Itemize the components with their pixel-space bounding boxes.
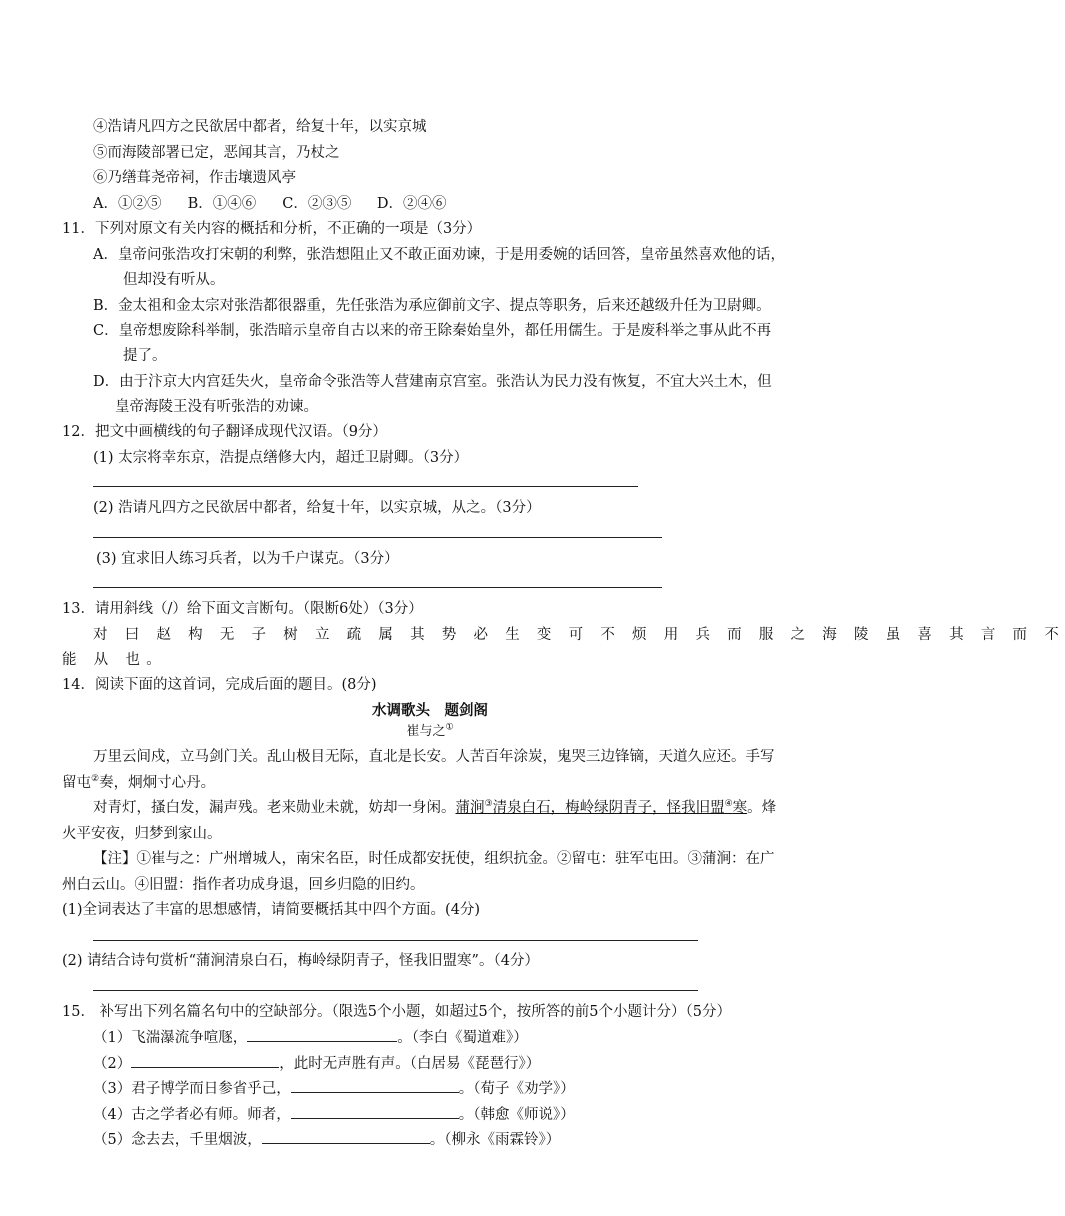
q15-text: （2） [93, 1056, 132, 1072]
poem-author-name: 崔与之 [406, 724, 446, 739]
q10-item-5: ⑤而海陵部署已定，恶闻其言，乃杖之 [93, 145, 340, 161]
q15-text: （1）飞湍瀑流争喧豗， [93, 1030, 248, 1046]
q15-item-2 [93, 1053, 540, 1074]
q12-answer-line-2[interactable] [93, 537, 662, 538]
poem-text: 蒲涧 [455, 800, 485, 816]
q10-option-c: C．②③⑤ [282, 196, 352, 212]
q11-option-c: C．皇帝想废除科举制，张浩暗示皇帝自古以来的帝王除秦始皇外，都任用儒生。于是废科举之事从此不再 [93, 323, 772, 339]
q12-sentence-2: (2) 浩请凡四方之民欲居中都者，给复十年，以实京城，从之。（3分） [93, 500, 541, 516]
q14-stem: 14．阅读下面的这首词，完成后面的题目。(8分) [62, 677, 377, 693]
poem-stanza-1: 万里云间戍，立马剑门关。乱山极目无际，直北是长安。人苦百年涂炭，鬼哭三边锋镝，天道久应还。手写 [93, 749, 775, 765]
poem-author-note-mark: ① [445, 722, 454, 733]
q15-item-3 [93, 1078, 575, 1099]
poem-underlined-text [456, 800, 748, 816]
q11-option-c-cont: 提了。 [123, 348, 167, 364]
q15-blank-3[interactable] [291, 1078, 459, 1093]
poem-text: 。烽 [747, 800, 777, 816]
q15-text: 。（李白《蜀道难》） [397, 1030, 528, 1046]
poem-stanza-2 [93, 798, 776, 818]
poem-text: 清泉白石，梅岭绿阴青子，怪我旧盟 [492, 800, 725, 816]
q11-option-a-cont: 但却没有听从。 [123, 272, 225, 288]
q10-option-a: A．①②⑤ [93, 196, 162, 212]
q12-answer-line-3[interactable] [93, 587, 662, 588]
q15-text: （5）念去去，千里烟波， [93, 1132, 262, 1148]
q15-blank-4[interactable] [291, 1104, 459, 1119]
q13-stem: 13．请用斜线（/）给下面文言断句。（限断6处）（3分） [62, 601, 423, 617]
q13-text-line-1: 对 曰 赵 构 无 子 树 立 疏 属 其 势 必 生 变 可 不 烦 用 兵 而 服 之 海 陵 虽 喜 其 言 而 不 [93, 627, 1065, 643]
q15-stem: 15． 补写出下列名篇名句中的空缺部分。（限选5个小题，如超过5个，按所答的前5个小题计分）（5分） [62, 1004, 731, 1020]
q12-sentence-3: (3) 宜求旧人练习兵者，以为千户谋克。（3分） [96, 551, 399, 567]
poem-note: 【注】①崔与之：广州增城人，南宋名臣，时任成都安抚使，组织抗金。②留屯：驻军屯田。③蒲涧：在广 [93, 851, 775, 867]
poem-text: 对青灯，搔白发，漏声残。老来勋业未就，妨却一身闲。 [93, 800, 456, 816]
q14-answer-line-2[interactable] [93, 990, 698, 991]
q15-item-4 [93, 1104, 575, 1125]
q11-option-b: B．金太祖和金太宗对张浩都很器重，先任张浩为承应御前文字、提点等职务，后来还越级升任为卫尉卿。 [93, 298, 771, 314]
q10-option-b: B．①④⑥ [187, 196, 257, 212]
q15-text: 。（韩愈《师说》） [458, 1107, 575, 1123]
poem-title: 水调歌头 题剑阁 [372, 703, 488, 719]
q10-item-6: ⑥乃缮葺尧帝祠，作击壤遗风亭 [93, 170, 296, 186]
q15-blank-2[interactable] [131, 1053, 279, 1068]
poem-note-mark: ③ [484, 799, 493, 810]
q15-blank-5[interactable] [262, 1129, 430, 1144]
q15-item-5 [93, 1129, 560, 1150]
q14-subquestion-1: (1)全词表达了丰富的思想感情，请简要概括其中四个方面。(4分) [62, 902, 481, 918]
poem-text: 奏，炯炯寸心丹。 [99, 775, 216, 791]
poem-author [0, 722, 860, 742]
q15-text: 。（荀子《劝学》） [458, 1081, 575, 1097]
q15-item-1 [93, 1027, 528, 1048]
poem-stanza-2-cont: 火平安夜，归梦到家山。 [62, 826, 222, 842]
q12-stem: 12．把文中画横线的句子翻译成现代汉语。（9分） [62, 424, 387, 440]
poem-stanza-1-cont [62, 773, 215, 793]
q15-text: ，此时无声胜有声。（白居易《琵琶行》） [279, 1056, 541, 1072]
q13-text-line-2: 能 从 也。 [62, 652, 168, 668]
q14-answer-line-1[interactable] [93, 940, 698, 941]
q15-text: （3）君子博学而日参省乎己， [93, 1081, 291, 1097]
q15-blank-1[interactable] [247, 1027, 397, 1042]
q11-option-a: A．皇帝问张浩攻打宋朝的利弊，张浩想阻止又不敢正面劝谏，于是用委婉的话回答，皇帝虽然喜欢他的话， [93, 247, 785, 263]
poem-text: 留屯 [62, 775, 91, 791]
q11-stem: 11．下列对原文有关内容的概括和分析，不正确的一项是（3分） [62, 221, 482, 237]
q10-options [93, 194, 467, 214]
q11-option-d: D．由于汴京大内宫廷失火，皇帝命令张浩等人营建南京宫室。张浩认为民力没有恢复，不宜大兴土木，但 [93, 374, 772, 390]
poem-note-mark: ② [91, 774, 100, 785]
poem-note-mark: ④ [724, 799, 733, 810]
poem-note-cont: 州白云山。④旧盟：指作者功成身退，回乡归隐的旧约。 [62, 877, 425, 893]
q14-subquestion-2: (2) 请结合诗句赏析“蒲涧清泉白石，梅岭绿阴青子，怪我旧盟寒”。（4分） [62, 953, 539, 969]
q15-text: （4）古之学者必有师。师者， [93, 1107, 291, 1123]
q11-option-d-cont: 皇帝海陵王没有听张浩的劝谏。 [115, 399, 318, 415]
q12-sentence-1: (1) 太宗将幸东京，浩提点缮修大内，超迁卫尉卿。（3分） [93, 450, 469, 466]
poem-text: 寒 [732, 800, 748, 816]
q10-option-d: D．②④⑥ [376, 196, 447, 212]
q10-item-4: ④浩请凡四方之民欲居中都者，给复十年，以实京城 [93, 119, 427, 135]
q15-text: 。（柳永《雨霖铃》） [429, 1132, 561, 1148]
q12-answer-line-1[interactable] [93, 486, 638, 487]
